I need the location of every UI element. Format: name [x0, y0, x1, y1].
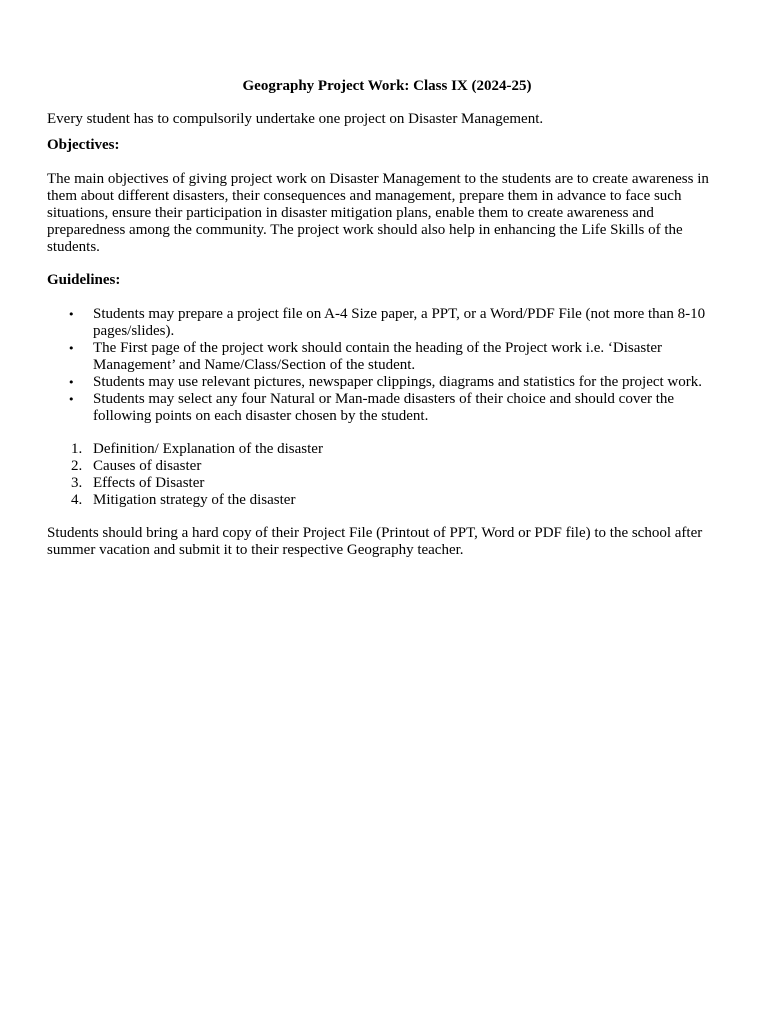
point-text: Effects of Disaster [93, 475, 205, 491]
point-item [47, 492, 727, 509]
guideline-text: The First page of the project work should contain the heading of the Project work i.e. ‘Disaster Management’ and Name/Class/Section of the student. [93, 340, 663, 373]
objectives-heading: Objectives: [47, 137, 120, 153]
document-title: Geography Project Work: Class IX (2024-25) [242, 78, 532, 94]
guideline-text: Students may select any four Natural or Man-made disasters of their choice and should cover the following points on each disaster chosen by the student. [93, 391, 675, 424]
closing-paragraph: Students should bring a hard copy of their Project File (Printout of PPT, Word or PDF file) to the school after summer vacation and submit it to their respective Geography teacher. [47, 525, 703, 558]
point-item [47, 475, 727, 492]
point-text: Definition/ Explanation of the disaster [93, 441, 323, 457]
point-number: 1. [71, 441, 83, 457]
bullet-icon: • [68, 342, 75, 355]
guideline-text: Students may use relevant pictures, newspaper clippings, diagrams and statistics for the project work. [93, 374, 703, 390]
guideline-item [47, 374, 727, 391]
point-item [47, 441, 727, 458]
disaster-points-list [47, 441, 727, 509]
point-text: Mitigation strategy of the disaster [93, 492, 296, 508]
guidelines-heading: Guidelines: [47, 272, 121, 288]
intro-paragraph: Every student has to compulsorily undertake one project on Disaster Management. [47, 111, 544, 127]
point-number: 3. [71, 475, 83, 491]
objectives-paragraph: The main objectives of giving project work on Disaster Management to the students are to create awareness in them about different disasters, their consequences and management, prepare them in advance to face such situations, ensure their participation in disaster mitigation plans, enable them to create awareness and preparedness among the community. The project work should also help in enhancing the Life Skills of the students. [47, 171, 709, 255]
document-page [47, 78, 727, 559]
point-text: Causes of disaster [93, 458, 202, 474]
guideline-text: Students may prepare a project file on A-4 Size paper, a PPT, or a Word/PDF File (not more than 8-10 pages/slides). [93, 306, 706, 339]
guideline-item [47, 391, 727, 425]
bullet-icon: • [68, 393, 75, 406]
point-number: 2. [71, 458, 83, 474]
point-item [47, 458, 727, 475]
bullet-icon: • [68, 376, 75, 389]
guideline-item [47, 306, 727, 340]
bullet-icon: • [68, 308, 75, 321]
guidelines-list [47, 306, 727, 425]
guideline-item [47, 340, 727, 374]
point-number: 4. [71, 492, 83, 508]
